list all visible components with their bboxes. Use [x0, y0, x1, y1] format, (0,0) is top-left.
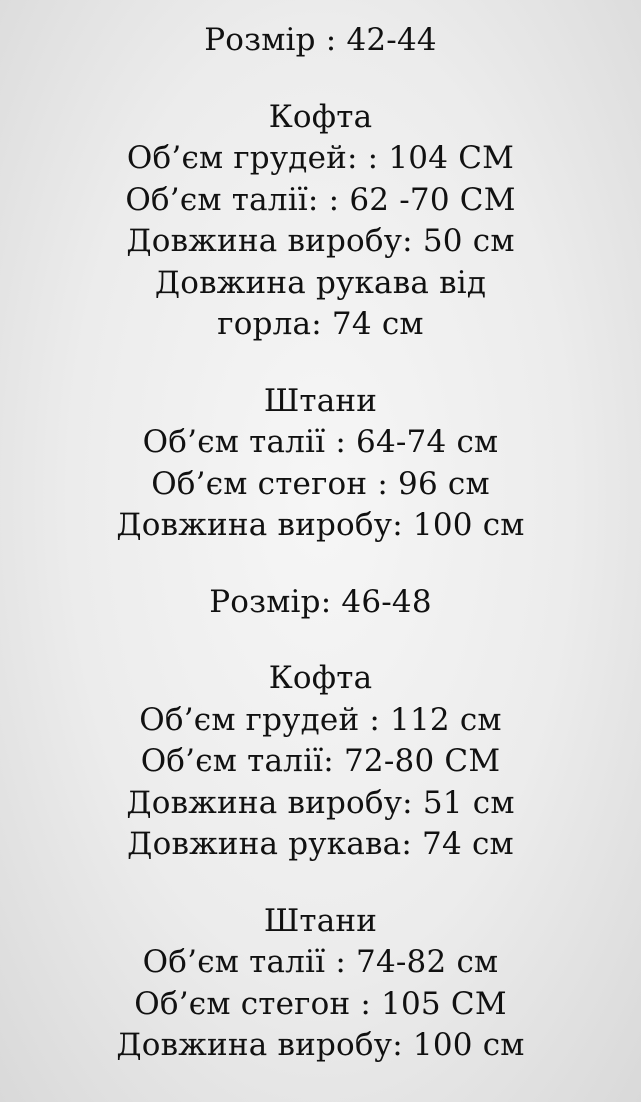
spacer — [0, 866, 641, 901]
bottom-section — [0, 381, 641, 547]
size-heading: Розмір : 42-44 — [204, 22, 437, 58]
measurement-line: Довжина рукава від — [154, 264, 487, 301]
size-block-2 — [0, 582, 641, 1067]
spacer — [0, 62, 641, 97]
top-section — [0, 658, 641, 866]
section-title: Штани — [263, 902, 378, 939]
measurement-line: Довжина рукава: 74 см — [127, 826, 514, 862]
measurement-line: Довжина виробу: 100 см — [116, 1027, 525, 1063]
measurement-line: горла: 74 см — [217, 306, 424, 342]
measurement-line: Об’єм грудей: : 104 СМ — [126, 140, 515, 176]
measurement-line: Довжина виробу: 51 см — [126, 784, 515, 821]
section-title: Кофта — [268, 98, 373, 135]
size-heading: Розмір: 46-48 — [209, 583, 432, 620]
measurement-line: Довжина виробу: 50 см — [126, 223, 515, 259]
measurement-line: Об’єм талії: 72-80 СМ — [140, 743, 501, 779]
measurement-line: Об’єм талії : 74-82 см — [142, 944, 499, 980]
bottom-section — [0, 901, 641, 1067]
spacer — [0, 623, 641, 658]
measurement-line: Об’єм грудей : 112 см — [139, 701, 502, 738]
section-title: Штани — [263, 382, 378, 419]
top-section — [0, 97, 641, 346]
section-title: Кофта — [268, 660, 373, 696]
spacer — [0, 547, 641, 582]
measurement-line: Об’єм стегон : 105 СМ — [134, 985, 507, 1022]
measurement-line: Об’єм талії : 64-74 см — [142, 424, 499, 460]
spacer — [0, 346, 641, 381]
measurement-line: Об’єм талії: : 62 -70 СМ — [125, 181, 516, 218]
size-block-1 — [0, 20, 641, 547]
measurement-line: Довжина виробу: 100 см — [116, 507, 525, 543]
measurement-line: Об’єм стегон : 96 см — [151, 465, 490, 502]
